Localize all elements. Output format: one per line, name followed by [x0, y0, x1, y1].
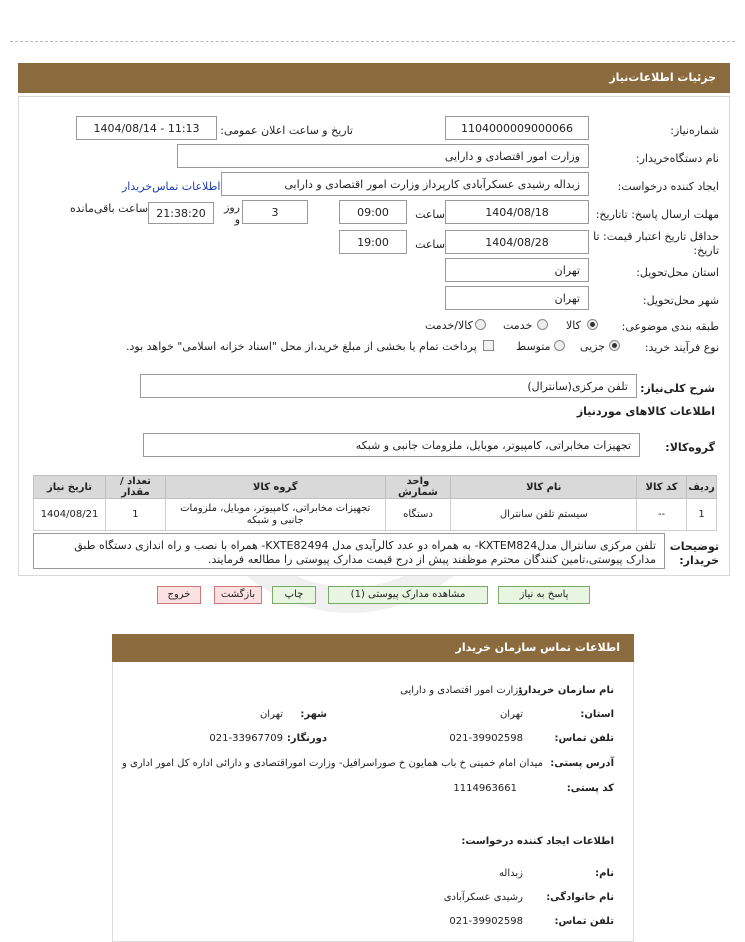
remaining-label: ساعت باقی‌مانده	[70, 202, 149, 215]
province-label: استان محل‌تحویل:	[636, 266, 719, 279]
th-group: گروه کالا	[165, 476, 385, 499]
creator-phone-label: تلفن تماس:	[554, 916, 614, 927]
contact-fax: 021-33967709	[209, 733, 283, 744]
items-table	[33, 475, 717, 531]
notes-label: توضیحات خریدار:	[669, 540, 719, 567]
th-code: کد کالا	[637, 476, 687, 499]
contact-header: اطلاعات تماس سازمان خریدار	[112, 634, 634, 662]
cell-unit: دستگاه	[385, 499, 451, 531]
group-field: تجهیزات مخابراتی، کامپیوتر، موبایل، ملزومات جانبی و شبکه	[143, 433, 640, 457]
summary-field: تلفن مرکزی(سانترال)	[140, 374, 637, 398]
cell-qty: 1	[106, 499, 166, 531]
contact-province-label: استان:	[580, 709, 614, 720]
details-header: جزئیات اطلاعات‌نیاز	[18, 63, 730, 93]
contact-fax-label: دورنگار:	[286, 733, 327, 744]
category-radio-both[interactable]	[475, 319, 486, 330]
province-field: تهران	[445, 258, 589, 282]
creator-family: رشیدی عسکرآبادی	[443, 892, 523, 903]
creator-field: زبداله رشیدی عسکرآبادی کارپرداز وزارت امور اقتصادی و دارایی	[221, 172, 589, 196]
creator-info-title: اطلاعات ایجاد کننده درخواست:	[461, 836, 614, 847]
contact-phone-label: تلفن تماس:	[554, 733, 614, 744]
creator-label: ایجاد کننده درخواست:	[617, 180, 719, 193]
contact-province: تهران	[499, 709, 523, 720]
validity-label-2: تاریخ:	[693, 244, 719, 257]
deadline-date-field: 1404/08/18	[445, 200, 589, 224]
th-date: تاریخ نیاز	[34, 476, 106, 499]
summary-label: شرح کلی‌نیاز:	[640, 382, 715, 395]
need-number-field: 1104000009000066	[445, 116, 589, 140]
contact-postal-label: کد پستی:	[566, 783, 614, 794]
process-label: نوع فرآیند خرید:	[644, 341, 719, 354]
category-option-goods: کالا	[566, 319, 581, 332]
th-qty: تعداد / مقدار	[106, 476, 166, 499]
remaining-field: 21:38:20	[148, 202, 214, 224]
validity-label-1: حداقل تاریخ اعتبار قیمت: تا	[593, 230, 719, 243]
table-header-row	[34, 476, 717, 499]
reply-button[interactable]: پاسخ به نیاز	[498, 586, 590, 604]
creator-family-label: نام خانوادگی:	[546, 892, 614, 903]
treasury-note: پرداخت تمام یا بخشی از مبلغ خرید،از محل "اسناد خزانه اسلامی" خواهد بود.	[126, 340, 477, 353]
contact-phone: 021-39902598	[449, 733, 523, 744]
days-label: روز و	[224, 201, 240, 226]
creator-name: زبداله	[498, 868, 523, 879]
cell-date: 1404/08/21	[34, 499, 106, 531]
deadline-label: مهلت ارسال پاسخ: تاتاریخ:	[595, 208, 719, 221]
announce-field: 1404/08/14 - 11:13	[76, 116, 217, 140]
top-divider	[10, 41, 735, 42]
cell-code: --	[637, 499, 687, 531]
exit-button[interactable]: خروج	[157, 586, 201, 604]
contact-city-label: شهر:	[300, 709, 327, 720]
city-label: شهر محل‌تحویل:	[642, 294, 719, 307]
contact-postal: 1114963661	[453, 783, 517, 794]
contact-org: وزارت امور اقتصادی و دارایی	[400, 685, 523, 696]
category-option-both: کالا/خدمت	[425, 319, 473, 332]
deadline-time-field: 09:00	[339, 200, 407, 224]
creator-phone: 021-39902598	[449, 916, 523, 927]
treasury-checkbox[interactable]	[483, 340, 494, 351]
category-option-service: خدمت	[503, 319, 533, 332]
contact-city: تهران	[259, 709, 283, 720]
city-field: تهران	[445, 286, 589, 310]
back-button[interactable]: بازگشت	[214, 586, 262, 604]
process-radio-medium[interactable]	[554, 340, 565, 351]
buyer-contact-link[interactable]: اطلاعات تماس‌خریدار	[122, 180, 221, 193]
process-option-minor: جزیی	[580, 340, 606, 353]
category-label: طبقه بندی موضوعی:	[621, 320, 719, 333]
buyer-org-field: وزارت امور اقتصادی و دارایی	[177, 144, 589, 168]
deadline-time-label: ساعت	[415, 208, 445, 221]
contact-org-label: نام سازمان خریدار:	[518, 685, 614, 696]
category-radio-goods[interactable]	[587, 319, 598, 330]
need-number-label: شماره‌نیاز:	[670, 124, 719, 137]
days-field: 3	[242, 200, 308, 224]
validity-date-field: 1404/08/28	[445, 230, 589, 254]
table-row	[34, 499, 717, 531]
validity-time-label: ساعت	[415, 238, 445, 251]
process-option-medium: متوسط	[516, 340, 551, 353]
validity-time-field: 19:00	[339, 230, 407, 254]
process-radio-minor[interactable]	[609, 340, 620, 351]
contact-address: میدان امام خمینی خ باب همایون خ صوراسرافیل- وزارت اموراقتصادی و دارائی اداره کل امور اداری و	[122, 758, 543, 769]
announce-label: تاریخ و ساعت اعلان عمومی:	[220, 124, 353, 137]
buyer-org-label: نام دستگاه‌خریدار:	[635, 152, 719, 165]
group-label: گروه‌کالا:	[665, 441, 715, 454]
category-radio-service[interactable]	[537, 319, 548, 330]
cell-row: 1	[687, 499, 717, 531]
cell-name: سیستم تلفن سانترال	[451, 499, 637, 531]
contact-address-label: آدرس پستی:	[550, 758, 614, 769]
print-button[interactable]: چاپ	[272, 586, 316, 604]
attachments-button[interactable]: مشاهده مدارک پیوستی (1)	[328, 586, 488, 604]
th-unit: واحد شمارش	[385, 476, 451, 499]
cell-group: تجهیزات مخابراتی، کامپیوتر، موبایل، ملزومات جانبی و شبکه	[165, 499, 385, 531]
creator-name-label: نام:	[595, 868, 614, 879]
th-name: نام کالا	[451, 476, 637, 499]
notes-field: تلفن مرکزی سانترال مدلKXTEM824- به همراه دو عدد کالرآیدی مدل KXTE82494- همراه با نصب و راه اندازی دستگاه طبق مدارک پیوستی،تامین کنندگان محترم موظفند پیش از درج قیمت مدارک پیوستی را مطالعه فرمایند.	[33, 533, 665, 569]
goods-info-title: اطلاعات کالاهای موردنیاز	[576, 405, 715, 418]
th-row: ردیف	[687, 476, 717, 499]
